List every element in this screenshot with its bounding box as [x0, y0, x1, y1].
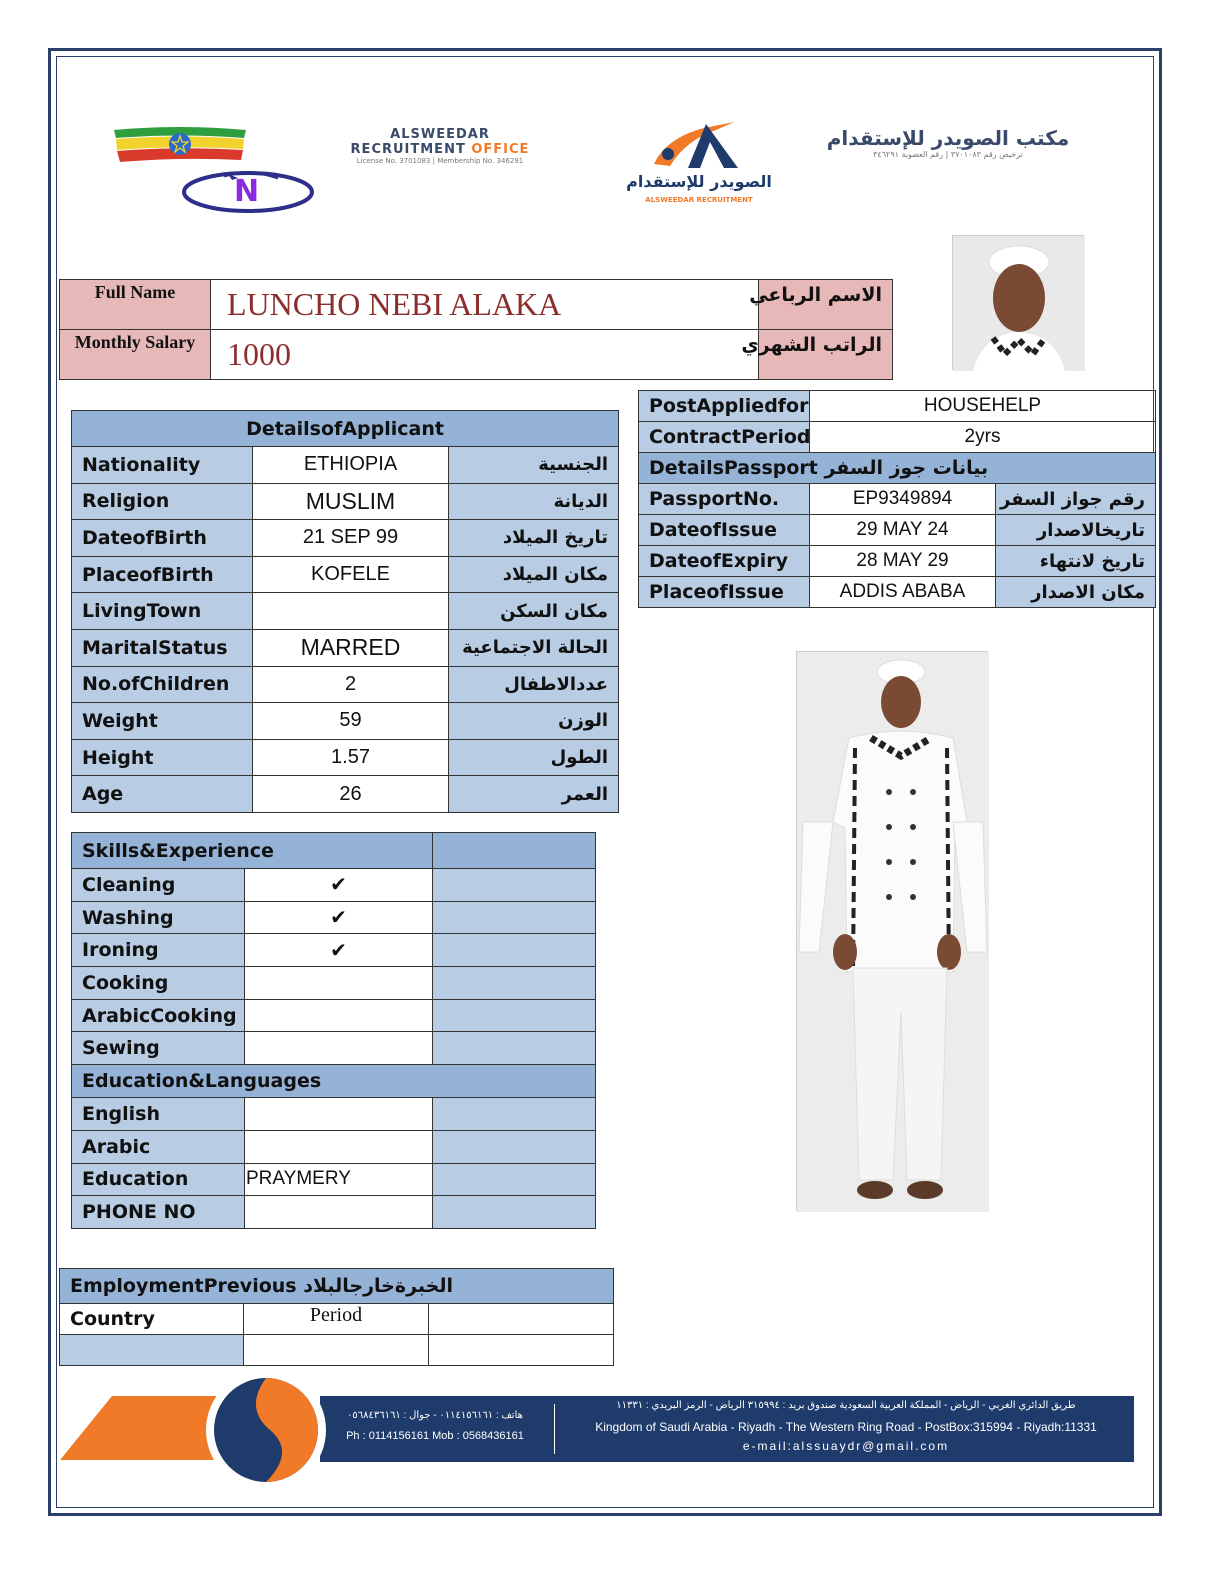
education-extra-cell: [433, 1163, 596, 1196]
education-label: Arabic: [72, 1130, 245, 1163]
education-label: PHONE NO: [72, 1196, 245, 1229]
applicant-field-value: KOFELE: [253, 556, 449, 593]
applicant-field-label: Age: [72, 776, 253, 813]
education-section-title: Education&Languages: [72, 1065, 596, 1098]
passport-field-label: PassportNo.: [639, 484, 810, 515]
education-row: [72, 1098, 596, 1131]
passport-field-value: 29 MAY 24: [810, 515, 996, 546]
applicant-field-label: Weight: [72, 703, 253, 740]
period-header: Period: [244, 1304, 429, 1335]
applicant-row: [72, 520, 619, 557]
applicant-row: [72, 666, 619, 703]
education-row: [72, 1163, 596, 1196]
applicant-full-photo: [796, 651, 988, 1211]
applicant-field-value: ETHIOPIA: [253, 447, 449, 484]
full-name-value: LUNCHO NEBI ALAKA: [211, 280, 759, 330]
passport-field-label: DateofIssue: [639, 515, 810, 546]
applicant-field-value: 21 SEP 99: [253, 520, 449, 557]
skill-checkmark: ✔: [245, 901, 433, 934]
skill-label: Sewing: [72, 1032, 245, 1065]
footer-phone-english: Ph : 0114156161 Mob : 0568436161: [346, 1430, 524, 1442]
skill-extra-cell: [433, 869, 596, 902]
badge-letter: N: [234, 174, 260, 209]
full-name-arabic: الاسم الرباعي: [759, 280, 893, 330]
salary-label: Monthly Salary: [60, 330, 211, 380]
footer-phone-arabic: هاتف : ٠١١٤١٥٦١٦١ - جوال : ٠٥٦٨٤٣٦١٦١: [347, 1410, 523, 1421]
skill-row: [72, 869, 596, 902]
skill-extra-cell: [433, 934, 596, 967]
salary-arabic: الراتب الشهري: [759, 330, 893, 380]
passport-field-arabic: تاريخ لانتهاء: [996, 546, 1156, 577]
applicant-section-title: DetailsofApplicant: [72, 411, 619, 447]
footer-address-arabic: طريق الدائري الغربي - الرياض - المملكة العربية السعودية صندوق بريد : ٣١٥٩٩٤ الرياض - الرمز البريدي : ١١٣٣١: [616, 1400, 1076, 1411]
skill-extra-cell: [433, 901, 596, 934]
passport-field-label: PlaceofIssue: [639, 577, 810, 608]
skill-row: [72, 967, 596, 1000]
applicant-field-value: 59: [253, 703, 449, 740]
skill-label: Washing: [72, 901, 245, 934]
skill-row: [72, 901, 596, 934]
applicant-field-label: Height: [72, 739, 253, 776]
contract-period-value: 2yrs: [810, 422, 1156, 453]
company-logo-english: ALSWEEDAR RECRUITMENT OFFICE License No. 3701083 | Membership No. 346291: [326, 127, 554, 165]
applicant-field-value: MARRED: [253, 629, 449, 666]
employment-table: [59, 1268, 614, 1366]
applicant-headshot: [952, 235, 1084, 370]
education-label: Education: [72, 1163, 245, 1196]
skills-table: [71, 832, 596, 1229]
skill-checkmark: [245, 999, 433, 1032]
passport-field-label: DateofExpiry: [639, 546, 810, 577]
passport-row: [639, 546, 1156, 577]
skill-label: Ironing: [72, 934, 245, 967]
country-header: Country: [60, 1304, 244, 1335]
applicant-row: [72, 629, 619, 666]
applicant-field-label: MaritalStatus: [72, 629, 253, 666]
employment-extra-cell: [429, 1335, 614, 1366]
applicant-field-arabic: مكان الميلاد: [449, 556, 619, 593]
education-value: PRAYMERY: [245, 1163, 433, 1196]
applicant-field-value: [253, 593, 449, 630]
salary-value: 1000: [211, 330, 759, 380]
education-value: [245, 1130, 433, 1163]
education-label: English: [72, 1098, 245, 1131]
applicant-field-arabic: العمر: [449, 776, 619, 813]
education-row: [72, 1196, 596, 1229]
education-row: [72, 1130, 596, 1163]
skill-extra-cell: [433, 967, 596, 1000]
applicant-field-label: Religion: [72, 483, 253, 520]
n-badge-logo: [180, 170, 316, 214]
post-passport-table: [638, 390, 1156, 608]
ethiopia-flag-logo: [110, 124, 250, 164]
footer-circle-logo: [204, 1368, 328, 1492]
education-extra-cell: [433, 1098, 596, 1131]
passport-field-value: EP9349894: [810, 484, 996, 515]
company-name-line2: RECRUITMENT: [350, 142, 466, 157]
applicant-row: [72, 483, 619, 520]
applicant-row: [72, 556, 619, 593]
applicant-field-label: DateofBirth: [72, 520, 253, 557]
skill-extra-cell: [433, 1032, 596, 1065]
applicant-field-value: 1.57: [253, 739, 449, 776]
passport-row: [639, 577, 1156, 608]
skill-label: ArabicCooking: [72, 999, 245, 1032]
education-value: [245, 1196, 433, 1229]
membership-number: Membership No. 346291: [437, 157, 524, 165]
applicant-row: [72, 776, 619, 813]
education-extra-cell: [433, 1196, 596, 1229]
applicant-field-arabic: تاريخ الميلاد: [449, 520, 619, 557]
skill-checkmark: ✔: [245, 934, 433, 967]
skill-label: Cleaning: [72, 869, 245, 902]
passport-field-value: 28 MAY 29: [810, 546, 996, 577]
applicant-details-table: [71, 410, 619, 813]
applicant-field-arabic: الحالة الاجتماعية: [449, 629, 619, 666]
education-extra-cell: [433, 1130, 596, 1163]
footer-contact-bar: [320, 1396, 1134, 1462]
applicant-field-value: 2: [253, 666, 449, 703]
full-name-label: Full Name: [60, 280, 211, 330]
applicant-field-arabic: مكان السكن: [449, 593, 619, 630]
skill-label: Cooking: [72, 967, 245, 1000]
applicant-field-label: LivingTown: [72, 593, 253, 630]
applicant-field-arabic: الديانة: [449, 483, 619, 520]
skill-row: [72, 934, 596, 967]
company-name-line1: ALSWEEDAR: [390, 127, 490, 142]
applicant-row: [72, 739, 619, 776]
applicant-row: [72, 703, 619, 740]
skills-section-title: Skills&Experience: [72, 833, 433, 869]
logo-arabic-text: الصويدر للإستقدام: [626, 172, 772, 191]
passport-section-title: DetailsPassport بيانات جوز السفر: [639, 453, 1156, 484]
employment-period-cell: [244, 1335, 429, 1366]
applicant-field-arabic: الوزن: [449, 703, 619, 740]
passport-row: [639, 484, 1156, 515]
skill-checkmark: ✔: [245, 869, 433, 902]
contract-period-label: ContractPeriod: [639, 422, 810, 453]
post-applied-value: HOUSEHELP: [810, 391, 1156, 422]
license-number: License No. 3701083: [356, 157, 431, 165]
applicant-field-value: 26: [253, 776, 449, 813]
company-name-line3: OFFICE: [471, 142, 530, 157]
passport-field-arabic: مكان الاصدار: [996, 577, 1156, 608]
alsweedar-a-logo: [606, 118, 792, 210]
skill-checkmark: [245, 967, 433, 1000]
skill-extra-cell: [433, 999, 596, 1032]
passport-field-arabic: رقم جواز السفر: [996, 484, 1156, 515]
skill-row: [72, 999, 596, 1032]
skill-row: [72, 1032, 596, 1065]
company-arabic-name: مكتب الصويدر للإستقدام: [826, 126, 1070, 150]
applicant-field-arabic: الجنسية: [449, 447, 619, 484]
footer-address-english: Kingdom of Saudi Arabia - Riyadh - The Western Ring Road - PostBox:315994 - Riyadh:11331: [595, 1420, 1097, 1434]
employment-section-title: EmploymentPrevious الخبرةخارجالبلاد: [60, 1269, 614, 1304]
name-salary-table: [59, 279, 893, 380]
applicant-row: [72, 447, 619, 484]
footer-email: e-mail:alssuaydr@gmail.com: [742, 1439, 950, 1453]
company-arabic-sub: ترخيص رقم ٣٧٠١٠٨٣ | رقم العضوية ٣٤٦٢٩١: [873, 150, 1023, 159]
company-logo-arabic: [818, 126, 1078, 159]
applicant-field-arabic: الطول: [449, 739, 619, 776]
employment-extra-header: [429, 1304, 614, 1335]
applicant-field-arabic: عددالاطفال: [449, 666, 619, 703]
education-value: [245, 1098, 433, 1131]
applicant-field-value: MUSLIM: [253, 483, 449, 520]
passport-field-value: ADDIS ABABA: [810, 577, 996, 608]
applicant-field-label: Nationality: [72, 447, 253, 484]
applicant-field-label: No.ofChildren: [72, 666, 253, 703]
passport-field-arabic: تاريخالاصدار: [996, 515, 1156, 546]
logo-english-text: ALSWEEDAR RECRUITMENT: [645, 196, 753, 204]
applicant-row: [72, 593, 619, 630]
post-applied-label: PostAppliedfor: [639, 391, 810, 422]
employment-country-cell: [60, 1335, 244, 1366]
passport-row: [639, 515, 1156, 546]
applicant-field-label: PlaceofBirth: [72, 556, 253, 593]
skill-checkmark: [245, 1032, 433, 1065]
